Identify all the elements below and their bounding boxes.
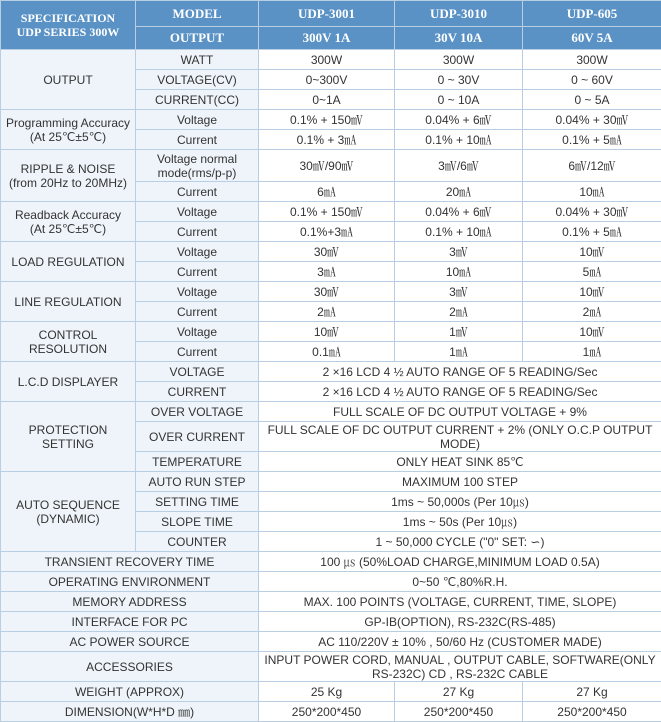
spec-value-model-3: 6㎷/12㎷ <box>523 150 661 182</box>
spec-row <box>1 110 661 130</box>
row-label: DIMENSION(W*H*D ㎜) <box>1 702 259 722</box>
spec-row <box>1 202 661 222</box>
sub-label: COUNTER <box>136 532 259 552</box>
spec-value-model-2: 0 ~ 30V <box>395 70 523 90</box>
sub-label: Voltage <box>136 202 259 222</box>
spec-row <box>1 50 661 70</box>
output-rating-3: 60V 5A <box>523 27 661 50</box>
spec-row <box>1 632 661 652</box>
spec-value-model-3: 5㎃ <box>523 262 661 282</box>
spec-row <box>1 572 661 592</box>
spec-value: 1ms ~ 50s (Per 10㎲) <box>259 512 661 532</box>
corner-line-2: UDP SERIES 300W <box>17 25 120 39</box>
model-name-3: UDP-605 <box>523 1 661 27</box>
sub-label: Voltage <box>136 242 259 262</box>
spec-row <box>1 362 661 382</box>
sub-label: Current <box>136 130 259 150</box>
group-label: OUTPUT <box>1 50 136 110</box>
sub-label: TEMPERATURE <box>136 452 259 472</box>
sub-label: OVER VOLTAGE <box>136 402 259 422</box>
sub-label: Voltage <box>136 282 259 302</box>
model-name-1: UDP-3001 <box>259 1 395 27</box>
spec-value-model-2: 300W <box>395 50 523 70</box>
spec-value-model-1: 0.1%+3㎃ <box>259 222 395 242</box>
spec-row <box>1 612 661 632</box>
spec-value-model-3: 27 Kg <box>523 682 661 702</box>
spec-value-model-1: 30㎷/90㎷ <box>259 150 395 182</box>
spec-value-model-2: 0.04% + 6㎷ <box>395 202 523 222</box>
spec-value-model-2: 1㎃ <box>395 342 523 362</box>
spec-value-model-1: 6㎃ <box>259 182 395 202</box>
spec-value-model-2: 1㎷ <box>395 322 523 342</box>
spec-value: 100 ㎲ (50%LOAD CHARGE,MINIMUM LOAD 0.5A) <box>259 552 661 572</box>
sub-label: Current <box>136 222 259 242</box>
spec-row <box>1 682 661 702</box>
spec-value-model-1: 0.1% + 3㎃ <box>259 130 395 150</box>
spec-value-model-2: 10㎃ <box>395 262 523 282</box>
spec-value-model-1: 300W <box>259 50 395 70</box>
sub-label: VOLTAGE(CV) <box>136 70 259 90</box>
spec-value-model-1: 0~300V <box>259 70 395 90</box>
group-label: PROTECTION SETTING <box>1 402 136 472</box>
spec-value-model-1: 10㎷ <box>259 322 395 342</box>
spec-value-model-3: 0.1% + 5㎃ <box>523 222 661 242</box>
row-label: INTERFACE FOR PC <box>1 612 259 632</box>
spec-value-model-1: 2㎃ <box>259 302 395 322</box>
row-label: TRANSIENT RECOVERY TIME <box>1 552 259 572</box>
spec-value-model-2: 27 Kg <box>395 682 523 702</box>
spec-value-model-1: 30㎷ <box>259 282 395 302</box>
spec-value-model-1: 0~1A <box>259 90 395 110</box>
spec-value-model-3: 0.04% + 30㎷ <box>523 110 661 130</box>
spec-value: FULL SCALE OF DC OUTPUT VOLTAGE + 9% <box>259 402 661 422</box>
spec-value-model-3: 1㎃ <box>523 342 661 362</box>
spec-value-model-2: 3㎷/6㎷ <box>395 150 523 182</box>
spec-row <box>1 552 661 572</box>
spec-value: AC 110/220V ± 10% , 50/60 Hz (CUSTOMER MADE) <box>259 632 661 652</box>
spec-value-model-3: 300W <box>523 50 661 70</box>
sub-label: Voltage <box>136 110 259 130</box>
sub-label: Current <box>136 262 259 282</box>
sub-label: Current <box>136 302 259 322</box>
spec-value-model-3: 0 ~ 60V <box>523 70 661 90</box>
row-label: WEIGHT (APPROX) <box>1 682 259 702</box>
model-name-2: UDP-3010 <box>395 1 523 27</box>
spec-value-model-3: 0.1% + 5㎃ <box>523 130 661 150</box>
output-header: OUTPUT <box>136 27 259 50</box>
sub-label: SLOPE TIME <box>136 512 259 532</box>
spec-value-model-3: 10㎃ <box>523 182 661 202</box>
spec-value-model-3: 10㎷ <box>523 282 661 302</box>
group-label: LOAD REGULATION <box>1 242 136 282</box>
spec-value-model-3: 0 ~ 5A <box>523 90 661 110</box>
spec-value-model-2: 2㎃ <box>395 302 523 322</box>
spec-row <box>1 322 661 342</box>
spec-value: 2 ×16 LCD 4 ½ AUTO RANGE OF 5 READING/Sec <box>259 362 661 382</box>
sub-label: Voltage normal mode(rms/p-p) <box>136 150 259 182</box>
spec-row <box>1 150 661 182</box>
spec-value: 0~50 ℃,80%R.H. <box>259 572 661 592</box>
spec-value-model-1: 250*200*450 <box>259 702 395 722</box>
group-label: L.C.D DISPLAYER <box>1 362 136 402</box>
spec-value-model-2: 0.1% + 10㎃ <box>395 130 523 150</box>
corner-line-1: SPECIFICATION <box>21 11 115 25</box>
spec-value-model-3: 2㎃ <box>523 302 661 322</box>
spec-value: ONLY HEAT SINK 85℃ <box>259 452 661 472</box>
sub-label: SETTING TIME <box>136 492 259 512</box>
sub-label: VOLTAGE <box>136 362 259 382</box>
group-label: CONTROL RESOLUTION <box>1 322 136 362</box>
spec-value: INPUT POWER CORD, MANUAL , OUTPUT CABLE, SOFTWARE(ONLY RS-232C) CD , RS-232C CABLE <box>259 652 661 682</box>
spec-value-model-2: 3㎷ <box>395 282 523 302</box>
spec-value-model-2: 0.1% + 10㎃ <box>395 222 523 242</box>
spec-value: 1 ~ 50,000 CYCLE ("0" SET: ∽) <box>259 532 661 552</box>
group-label: AUTO SEQUENCE (DYNAMIC) <box>1 472 136 552</box>
group-label: RIPPLE & NOISE (from 20Hz to 20MHz) <box>1 150 136 202</box>
spec-value: 2 ×16 LCD 4 ½ AUTO RANGE OF 5 READING/Sec <box>259 382 661 402</box>
spec-value-model-3: 0.04% + 30㎷ <box>523 202 661 222</box>
sub-label: OVER CURRENT <box>136 422 259 452</box>
spec-table-body <box>1 1 661 722</box>
spec-value-model-1: 0.1% + 150㎷ <box>259 110 395 130</box>
spec-value-model-3: 250*200*450 <box>523 702 661 722</box>
output-rating-1: 300V 1A <box>259 27 395 50</box>
spec-value-model-2: 0 ~ 10A <box>395 90 523 110</box>
model-header: MODEL <box>136 1 259 27</box>
spec-value-model-1: 0.1% + 150㎷ <box>259 202 395 222</box>
spec-row <box>1 592 661 612</box>
sub-label: CURRENT <box>136 382 259 402</box>
group-label: Readback Accuracy (At 25℃±5℃) <box>1 202 136 242</box>
header-row-model <box>1 1 661 27</box>
spec-value-model-2: 3㎷ <box>395 242 523 262</box>
spec-row <box>1 402 661 422</box>
sub-label: AUTO RUN STEP <box>136 472 259 492</box>
output-rating-2: 30V 10A <box>395 27 523 50</box>
spec-value-model-1: 30㎷ <box>259 242 395 262</box>
sub-label: WATT <box>136 50 259 70</box>
sub-label: Current <box>136 342 259 362</box>
spec-value: GP-IB(OPTION), RS-232C(RS-485) <box>259 612 661 632</box>
spec-value-model-1: 3㎃ <box>259 262 395 282</box>
spec-corner-cell <box>1 1 136 50</box>
spec-row <box>1 702 661 722</box>
group-label: LINE REGULATION <box>1 282 136 322</box>
spec-value-model-2: 20㎃ <box>395 182 523 202</box>
spec-row <box>1 282 661 302</box>
spec-value-model-1: 25 Kg <box>259 682 395 702</box>
row-label: MEMORY ADDRESS <box>1 592 259 612</box>
spec-value: MAXIMUM 100 STEP <box>259 472 661 492</box>
spec-value-model-2: 0.04% + 6㎷ <box>395 110 523 130</box>
row-label: OPERATING ENVIRONMENT <box>1 572 259 592</box>
group-label: Programming Accuracy (At 25℃±5℃) <box>1 110 136 150</box>
spec-value-model-3: 10㎷ <box>523 242 661 262</box>
spec-row <box>1 242 661 262</box>
spec-value-model-1: 0.1㎃ <box>259 342 395 362</box>
row-label: ACCESSORIES <box>1 652 259 682</box>
spec-row <box>1 472 661 492</box>
sub-label: Voltage <box>136 322 259 342</box>
row-label: AC POWER SOURCE <box>1 632 259 652</box>
sub-label: CURRENT(CC) <box>136 90 259 110</box>
spec-value-model-3: 10㎷ <box>523 322 661 342</box>
spec-row <box>1 652 661 682</box>
spec-value: MAX. 100 POINTS (VOLTAGE, CURRENT, TIME, SLOPE) <box>259 592 661 612</box>
spec-value: FULL SCALE OF DC OUTPUT CURRENT + 2% (ONLY O.C.P OUTPUT MODE) <box>259 422 661 452</box>
spec-value-model-2: 250*200*450 <box>395 702 523 722</box>
spec-value: 1ms ~ 50,000s (Per 10㎲) <box>259 492 661 512</box>
sub-label: Current <box>136 182 259 202</box>
